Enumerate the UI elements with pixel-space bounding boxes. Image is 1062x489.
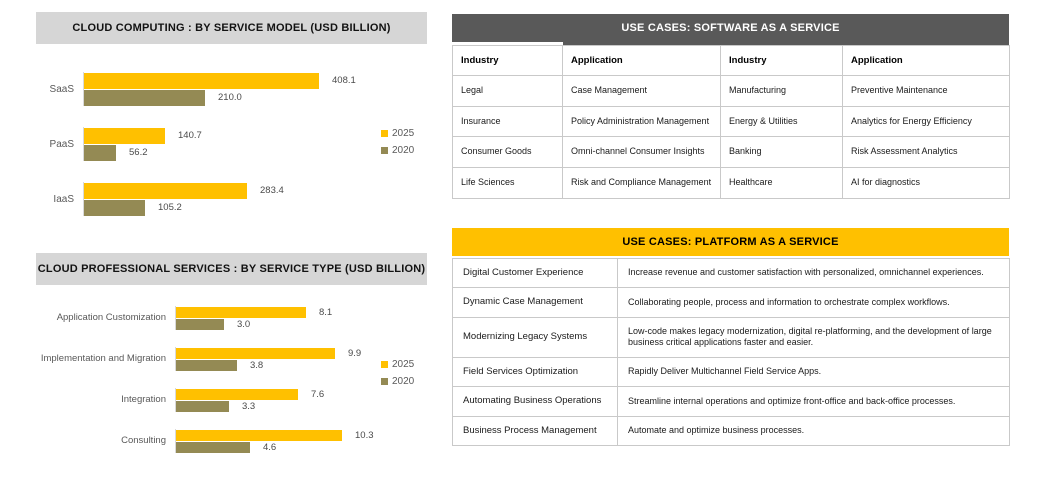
category-bars: [175, 429, 427, 453]
bar-2020: [84, 90, 205, 106]
category-label: PaaS: [49, 138, 74, 150]
table-cell: Risk Assessment Analytics: [843, 137, 1010, 168]
bar-2020: [84, 145, 116, 161]
bar-2025: [84, 73, 319, 89]
table-cell: Energy & Utilities: [721, 106, 843, 137]
bar-2025: [176, 430, 342, 441]
table-row: [453, 288, 1010, 317]
table-row: [453, 137, 1010, 168]
table-cell: Consumer Goods: [453, 137, 563, 168]
category-bars: [83, 127, 427, 161]
table-cell: Rapidly Deliver Multichannel Field Service Apps.: [618, 358, 1010, 387]
chart-category-group: [36, 182, 427, 216]
table-row: [453, 106, 1010, 137]
table-cell: Policy Administration Management: [563, 106, 721, 137]
column-header: Industry: [721, 46, 843, 76]
bar-row: [176, 441, 427, 453]
category-label: Implementation and Migration: [40, 352, 166, 364]
table-cell: Risk and Compliance Management: [563, 168, 721, 199]
category-label: Application Customization: [56, 311, 166, 323]
column-header: Application: [563, 46, 721, 76]
table-cell: Manufacturing: [721, 76, 843, 107]
chart-category-group: [36, 306, 427, 330]
saas-use-cases-table: [452, 14, 1009, 199]
table-row: [453, 317, 1010, 357]
value-label: 140.7: [178, 130, 202, 141]
table-cell: Insurance: [453, 106, 563, 137]
table-cell: Streamline internal operations and optimize front-office and back-office processes.: [618, 387, 1010, 416]
table-cell: Life Sciences: [453, 168, 563, 199]
table-cell: Business Process Management: [453, 416, 618, 445]
category-label: SaaS: [49, 83, 74, 95]
chart-category-group: [36, 72, 427, 106]
table-cell: Legal: [453, 76, 563, 107]
table-cell: Collaborating people, process and information to orchestrate complex workflows.: [618, 288, 1010, 317]
bar-2020: [84, 200, 145, 216]
bar-2020: [176, 360, 237, 371]
legend-swatch-icon: [381, 130, 388, 137]
table-cell: Digital Customer Experience: [453, 259, 618, 288]
value-label: 9.9: [348, 347, 362, 359]
value-label: 7.6: [311, 388, 325, 400]
chart-plot-area: [36, 285, 427, 453]
chart-legend: [381, 128, 414, 162]
table-cell: AI for diagnostics: [843, 168, 1010, 199]
bar-row: [84, 127, 427, 144]
table-cell: Dynamic Case Management: [453, 288, 618, 317]
category-bars: [83, 72, 427, 106]
value-label: 4.6: [263, 441, 277, 453]
value-label: 3.0: [237, 318, 251, 330]
category-label: IaaS: [53, 193, 74, 205]
table: [452, 45, 1010, 199]
table-cell: Analytics for Energy Efficiency: [843, 106, 1010, 137]
bar-2025: [84, 183, 247, 199]
table-cell: Automate and optimize business processes.: [618, 416, 1010, 445]
table-row: [453, 358, 1010, 387]
category-bars: [175, 306, 427, 330]
bar-row: [84, 182, 427, 199]
table-row: [453, 259, 1010, 288]
value-label: 8.1: [319, 306, 333, 318]
cloud-professional-services-by-service-type-chart: [36, 253, 427, 470]
bar-2020: [176, 319, 224, 330]
legend-label: 2020: [392, 145, 415, 156]
legend-label: 2025: [392, 128, 415, 139]
value-label: 3.8: [250, 359, 264, 371]
bar-2020: [176, 401, 229, 412]
value-label: 3.3: [242, 400, 256, 412]
bar-row: [84, 144, 427, 161]
chart-category-group: [36, 388, 427, 412]
table-row: [453, 168, 1010, 199]
table-header-row: [453, 46, 1010, 76]
category-bars: [83, 182, 427, 216]
table-cell: Low-code makes legacy modernization, digital re-platforming, and the development of large business critical applications faster and easier.: [618, 317, 1010, 357]
table-cell: Preventive Maintenance: [843, 76, 1010, 107]
chart-category-group: [36, 347, 427, 371]
bar-row: [176, 306, 427, 318]
legend-item: [381, 376, 414, 387]
chart-title: CLOUD PROFESSIONAL SERVICES : BY SERVICE TYPE (USD BILLION): [36, 253, 427, 285]
paas-use-cases-table: [452, 228, 1009, 446]
table-cell: Healthcare: [721, 168, 843, 199]
chart-plot-area: [36, 44, 427, 216]
cloud-computing-by-service-model-chart: [36, 12, 427, 237]
bar-row: [176, 347, 427, 359]
legend-label: 2025: [392, 359, 415, 370]
chart-category-group: [36, 429, 427, 453]
legend-swatch-icon: [381, 147, 388, 154]
value-label: 408.1: [332, 75, 356, 86]
value-label: 283.4: [260, 185, 284, 196]
legend-item: [381, 145, 414, 156]
bar-2025: [176, 348, 335, 359]
chart-category-group: [36, 127, 427, 161]
legend-swatch-icon: [381, 361, 388, 368]
bar-2020: [176, 442, 250, 453]
legend-swatch-icon: [381, 378, 388, 385]
table-cell: Omni-channel Consumer Insights: [563, 137, 721, 168]
bar-row: [176, 400, 427, 412]
table: [452, 258, 1010, 446]
chart-legend: [381, 359, 414, 393]
table-cell: Banking: [721, 137, 843, 168]
bar-row: [84, 72, 427, 89]
table-cell: Automating Business Operations: [453, 387, 618, 416]
table-title: USE CASES: SOFTWARE AS A SERVICE: [452, 14, 1009, 42]
bar-2025: [176, 307, 306, 318]
value-label: 56.2: [129, 147, 148, 158]
bar-row: [176, 429, 427, 441]
category-label: Integration: [121, 393, 166, 405]
bar-row: [84, 89, 427, 106]
bar-row: [84, 199, 427, 216]
table-cell: Field Services Optimization: [453, 358, 618, 387]
table-cell: Increase revenue and customer satisfaction with personalized, omnichannel experiences.: [618, 259, 1010, 288]
bar-row: [176, 318, 427, 330]
table-cell: Case Management: [563, 76, 721, 107]
table-title: USE CASES: PLATFORM AS A SERVICE: [452, 228, 1009, 256]
table-cell: Modernizing Legacy Systems: [453, 317, 618, 357]
value-label: 210.0: [218, 92, 242, 103]
bar-2025: [84, 128, 165, 144]
legend-item: [381, 359, 414, 370]
table-row: [453, 416, 1010, 445]
table-row: [453, 76, 1010, 107]
column-header: Application: [843, 46, 1010, 76]
value-label: 105.2: [158, 202, 182, 213]
chart-title: CLOUD COMPUTING : BY SERVICE MODEL (USD BILLION): [36, 12, 427, 44]
bar-2025: [176, 389, 298, 400]
legend-item: [381, 128, 414, 139]
category-label: Consulting: [121, 434, 166, 446]
value-label: 10.3: [355, 429, 374, 441]
legend-label: 2020: [392, 376, 415, 387]
table-row: [453, 387, 1010, 416]
column-header: Industry: [453, 46, 563, 76]
